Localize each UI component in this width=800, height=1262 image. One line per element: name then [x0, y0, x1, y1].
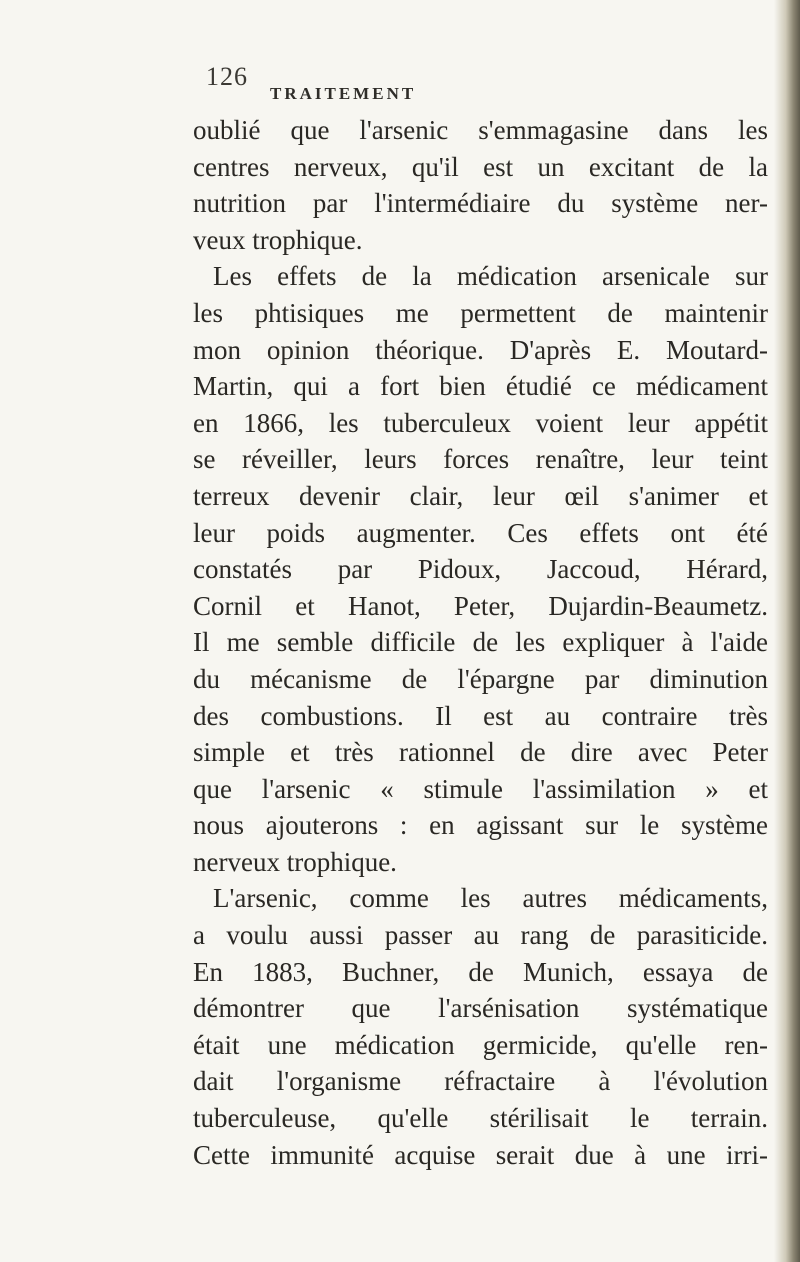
text-line: se réveiller, leurs forces renaître, leur teint [193, 444, 768, 475]
text-line: constatés par Pidoux, Jaccoud, Hérard, [193, 554, 768, 585]
text-line: dait l'organisme réfractaire à l'évolution [193, 1066, 768, 1097]
text-line: Les effets de la médication arsenicale sur [213, 261, 768, 292]
text-line: nutrition par l'intermédiaire du système ner- [193, 188, 768, 219]
text-line: terreux devenir clair, leur œil s'animer et [193, 480, 768, 511]
text-line: Cette immunité acquise serait due à une irri- [193, 1139, 768, 1170]
page-number: 126 [206, 62, 248, 91]
text-line: nous ajouterons : en agissant sur le système [193, 810, 768, 841]
text-line: mon opinion théorique. D'après E. Moutard- [193, 334, 768, 365]
text-line: L'arsenic, comme les autres médicaments, [213, 883, 768, 914]
text-line: du mécanisme de l'épargne par diminution [193, 663, 768, 694]
body-text [193, 112, 768, 1173]
page-header [206, 62, 760, 112]
text-line: leur poids augmenter. Ces effets ont été [193, 517, 768, 548]
text-line: que l'arsenic « stimule l'assimilation » et [193, 773, 768, 804]
text-line: les phtisiques me permettent de maintenir [193, 297, 768, 328]
text-line: des combustions. Il est au contraire très [193, 700, 768, 731]
text-line: nerveux trophique. [193, 846, 397, 877]
text-line: Cornil et Hanot, Peter, Dujardin-Beaumetz. [193, 590, 768, 621]
text-line: veux trophique. [193, 224, 363, 255]
text-line: démontrer que l'arsénisation systématique [193, 993, 768, 1024]
text-line: simple et très rationnel de dire avec Peter [193, 737, 768, 768]
text-line: était une médication germicide, qu'elle ren- [193, 1029, 768, 1060]
page-edge-shadow [774, 0, 800, 1262]
text-line: tuberculeuse, qu'elle stérilisait le terrain. [193, 1103, 768, 1134]
text-line: En 1883, Buchner, de Munich, essaya de [193, 956, 768, 987]
text-line: Il me semble difficile de les expliquer à l'aide [193, 627, 768, 658]
running-head: TRAITEMENT [270, 84, 417, 103]
text-line: oublié que l'arsenic s'emmagasine dans les [193, 115, 768, 145]
text-line: centres nerveux, qu'il est un excitant de la [193, 151, 768, 182]
text-line: a voulu aussi passer au rang de parasiticide. [193, 920, 768, 951]
text-line: Martin, qui a fort bien étudié ce médicament [193, 371, 768, 402]
text-line: en 1866, les tuberculeux voient leur appétit [193, 407, 768, 438]
